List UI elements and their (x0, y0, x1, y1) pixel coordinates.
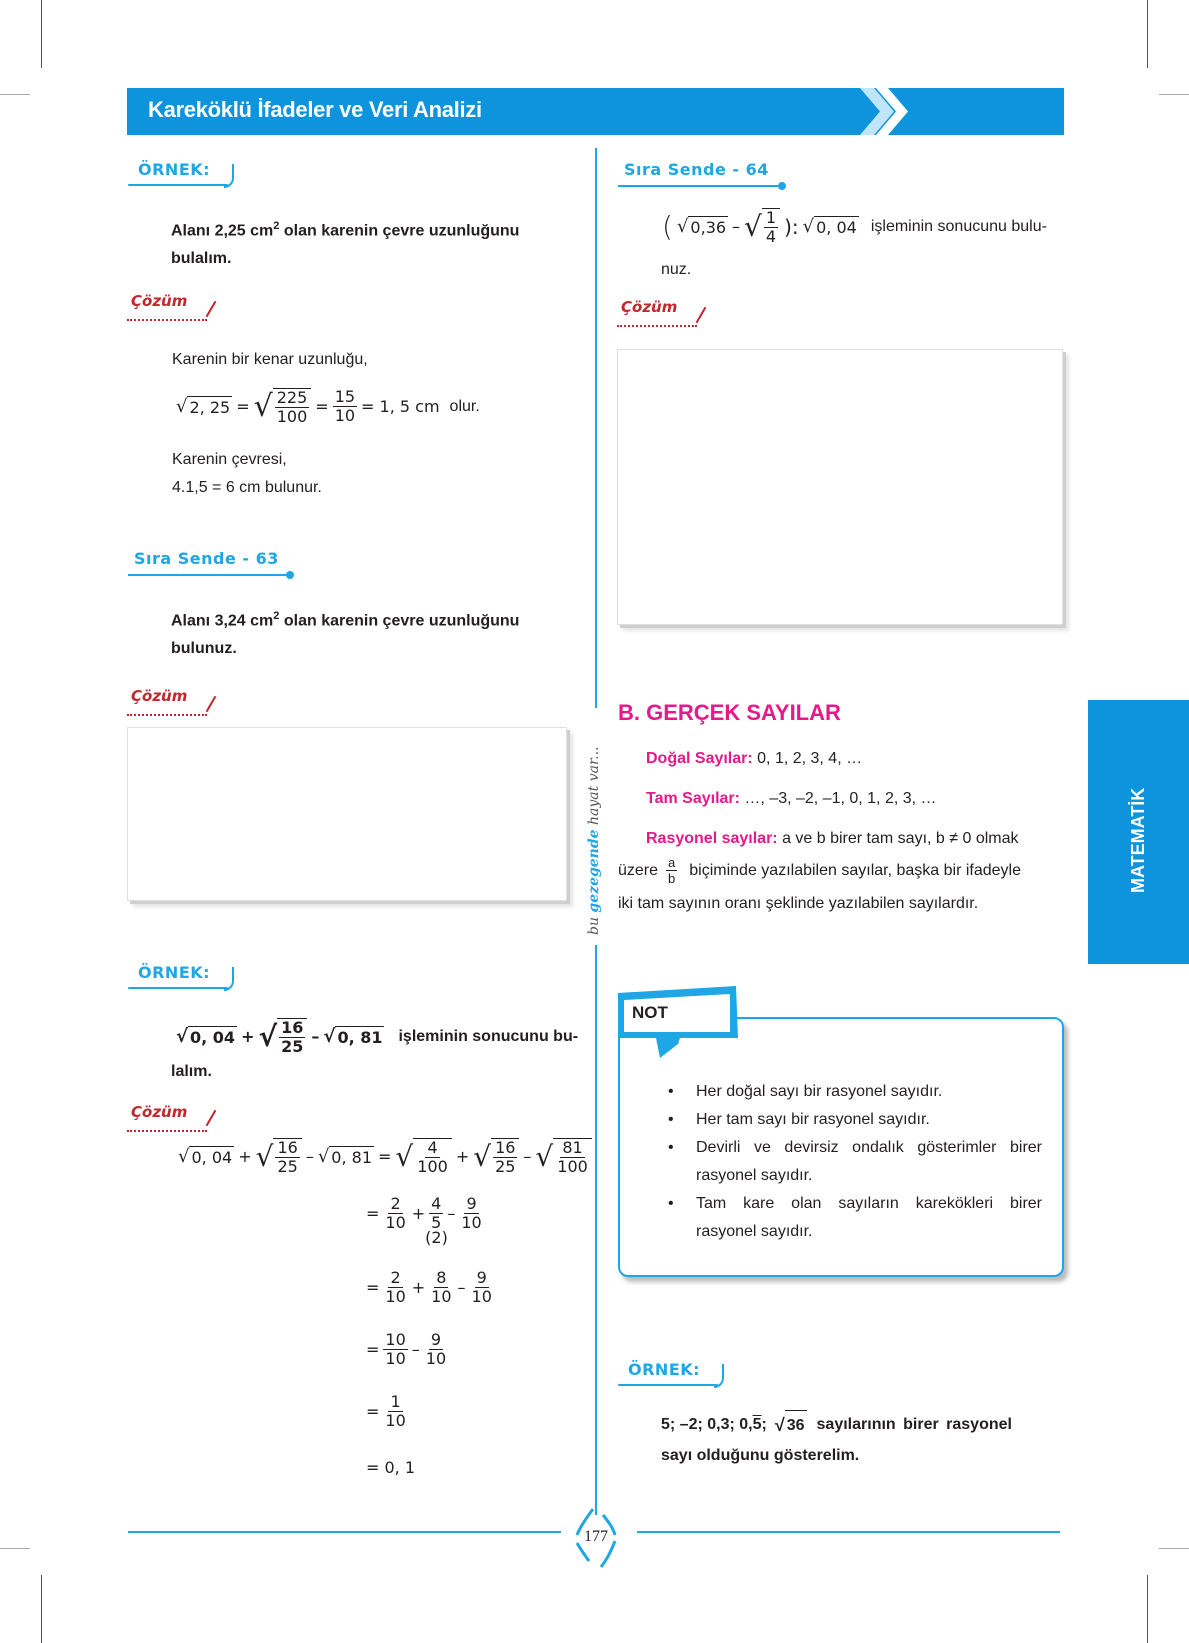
crop-mark (41, 0, 42, 68)
exercise64-text: işleminin sonucunu bulu- (870, 217, 1047, 235)
solution-text: 4.1,5 = 6 cm bulunur. (172, 479, 322, 496)
column-divider (595, 148, 597, 708)
note-label: NOT (632, 1003, 668, 1022)
example-bracket (224, 164, 234, 188)
example3-question: sayı olduğunu gösterelim. (661, 1447, 860, 1464)
exercise-underline (618, 185, 780, 187)
natural-numbers: Doğal Sayılar: 0, 1, 2, 3, 4, … (646, 750, 863, 767)
example2-question-expr: √ 0, 04 + √ $\frac{16}{25}$ – √ 0, 81 (176, 1018, 383, 1056)
note-item: • Tam kare olan sayıların karekökleri birer rasyonel sayıdır. (650, 1190, 1042, 1246)
exercise-underline (128, 574, 288, 576)
example-bracket (714, 1364, 724, 1388)
slogan-text: bu gezegende hayat var... (586, 746, 602, 935)
double-chevron-icon (860, 88, 920, 135)
exercise64-question-line (662, 208, 1047, 245)
crop-mark (1159, 1548, 1189, 1549)
solution-underline (127, 318, 207, 321)
note-list (650, 1078, 1042, 1246)
footer-rule-left (128, 1531, 561, 1533)
note-item: • Devirli ve devirsiz ondalık gösterimler birer rasyonel sayıdır. (650, 1134, 1042, 1190)
integers: Tam Sayılar: …, –3, –2, –1, 0, 1, 2, 3, … (646, 790, 937, 807)
example-label: ÖRNEK: (138, 160, 211, 179)
solution-step-2: = $\frac{2}{10}$ + 4 5 (2) – $\frac{9}{10}$ (366, 1194, 482, 1247)
column-divider (595, 945, 597, 1515)
solution-label: Çözüm (131, 687, 188, 705)
crop-mark (0, 94, 30, 95)
example-underline (128, 184, 228, 186)
solution-step-4: = $\frac{10}{10}$ – $\frac{9}{10}$ (366, 1330, 447, 1368)
chapter-title: Kareköklü İfadeler ve Veri Analizi (148, 97, 482, 122)
solution-underline (127, 1129, 207, 1132)
crop-mark (0, 1548, 30, 1549)
example-underline (618, 1384, 718, 1386)
solution-label: Çözüm (621, 298, 678, 316)
solution-result: = 0, 1 (366, 1458, 416, 1477)
solution-underline (617, 324, 697, 327)
page-number: 177 (584, 1528, 608, 1545)
crop-mark (1147, 1575, 1148, 1643)
rational-numbers: Rasyonel sayılar: a ve b birer tam sayı, b ≠ 0 olmak (646, 830, 1019, 847)
example-label: ÖRNEK: (628, 1360, 701, 1379)
answer-box[interactable] (127, 727, 567, 901)
exercise64-expr: ( √ 0,36 – √ $\frac{1}{4}$ ): √ 0, 04 (662, 208, 857, 246)
solution-label: Çözüm (131, 292, 188, 310)
footer-connector (595, 1480, 597, 1505)
exercise63-question: Alanı 3,24 $cm^2$ olan karenin çevre uzunluğunu bulunuz. (171, 610, 520, 658)
example-underline (128, 987, 228, 989)
solution-underline (127, 713, 207, 716)
solution-slash (206, 301, 217, 318)
solution-step-1: √ 0, 04 + √ $\frac{16}{25}$ – √ 0, 81 = √ $\frac{4}{100}$ + √ $\frac{16}{25}$ – √ $\frac{81}{100}$ (178, 1138, 592, 1175)
exercise64-text: nuz. (661, 261, 692, 278)
solution-text: Karenin çevresi, (172, 451, 287, 468)
solution-step-3: = $\frac{2}{10}$ + $\frac{8}{10}$ – $\frac{9}{10}$ (366, 1268, 492, 1306)
subject-label: MATEMATİK (1128, 787, 1148, 893)
crop-mark (1159, 94, 1189, 95)
solution-step-5: = $\frac{1}{10}$ (366, 1392, 406, 1430)
expansion-multiplier: (2) (425, 1228, 448, 1247)
solution-slash (696, 307, 707, 324)
rational-definition: üzere $\frac{a}{b}$ biçiminde yazılabilen sayılar, başka bir ifadeyle (618, 855, 1021, 886)
crop-mark (41, 1575, 42, 1643)
crop-mark (1147, 0, 1148, 68)
solution-text: Karenin bir kenar uzunluğu, (172, 351, 368, 368)
exercise-title: Sıra Sende - 64 (624, 160, 769, 179)
footer-rule-right (637, 1531, 1060, 1533)
example1-question: Alanı 2,25 $cm^2$ olan karenin çevre uzunluğunu bulalım. (171, 220, 520, 268)
solution-equation: √ 2, 25 = √ $\frac{225}{100}$ = $\frac{15}{10}$ = 1, 5 cm olur. (176, 387, 480, 426)
example2-question-text: lalım. (171, 1063, 212, 1080)
solution-slash (206, 696, 217, 713)
solution-slash (206, 1110, 217, 1127)
note-item: • Her doğal sayı bir rasyonel sayıdır. (650, 1078, 1042, 1106)
answer-box[interactable] (617, 349, 1063, 625)
solution-label: Çözüm (131, 1103, 188, 1121)
exercise-title: Sıra Sende - 63 (134, 549, 279, 568)
exercise-dot (286, 571, 294, 579)
example3-question: 5; –2; 0,3; 0, 5 ; √ 36 sayılarının birer rasyonel (661, 1410, 1012, 1440)
note-item: • Her tam sayı bir rasyonel sayıdır. (650, 1106, 1042, 1134)
exercise-dot (778, 182, 786, 190)
example-bracket (224, 967, 234, 991)
example-label: ÖRNEK: (138, 963, 211, 982)
rational-definition: iki tam sayının oranı şeklinde yazılabilen sayılardır. (618, 895, 979, 912)
example2-question-line (176, 1018, 578, 1055)
example2-question-text: işleminin sonucunu bu- (398, 1027, 579, 1045)
section-title: B. GERÇEK SAYILAR (618, 700, 841, 725)
